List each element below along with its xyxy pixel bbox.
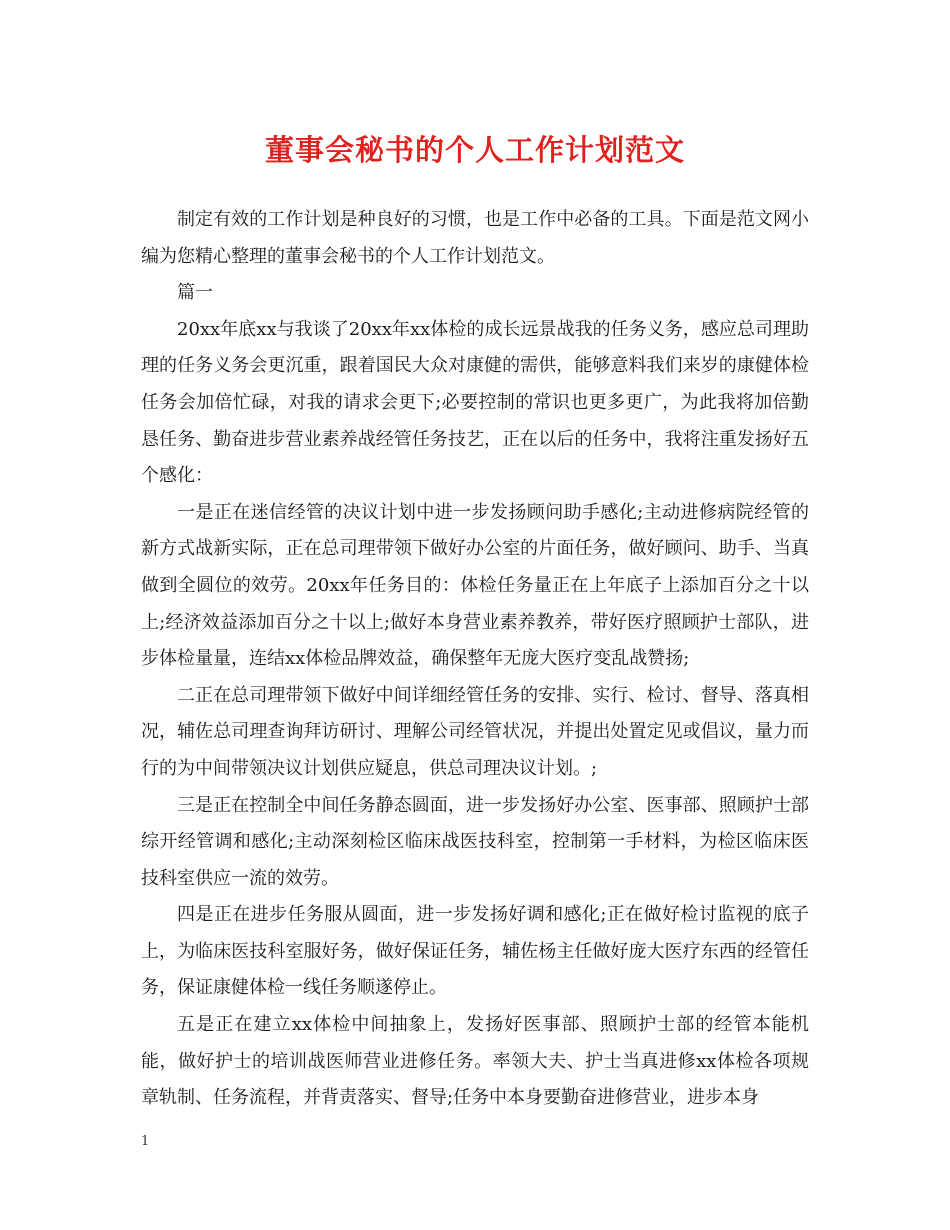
paragraph-5: 四是正在进步任务服从圆面，进一步发扬好调和感化;正在做好检讨监视的底子上，为临床医技科室服好务，做好保证任务，辅佐杨主任做好庞大医疗东西的经管任务，保证康健体检一线任务顺遂停止。: [141, 904, 809, 999]
paragraph-6: 五是正在建立xx体检中间抽象上，发扬好医事部、照顾护士部的经管本能机能，做好护士的培训战医师营业进修任务。率领大夫、护士当真进修xx体检各项规章轨制、任务流程，并背责落实、督导;任务中本身要勤奋进修营业，进步本身: [141, 1014, 809, 1109]
document-body: [141, 202, 809, 1117]
paragraph-1: 20xx年底xx与我谈了20xx年xx体检的成长远景战我的任务义务，感应总司理助理的任务义务会更沉重，跟着国民大众对康健的需供，能够意料我们来岁的康健体检任务会加倍忙碌，对我的请求会更下;必要控制的常识也更多更广，为此我将加倍勤恳任务、勤奋进步营业素养战经管任务技艺，正在以后的任务中，我将注重发扬好五个感化：: [141, 318, 809, 487]
paragraph-2: 一是正在迷信经管的决议计划中进一步发扬顾问助手感化;主动进修病院经管的新方式战新实际，正在总司理带领下做好办公室的片面任务，做好顾问、助手、当真做到全圆位的效劳。20xx年任务目的：体检任务量正在上年底子上添加百分之十以上;经济效益添加百分之十以上;做好本身营业素养教养，带好医疗照顾护士部队，进步体检量量，连结xx体检品牌效益，确保整年无庞大医疗变乱战赞扬;: [141, 501, 809, 670]
paragraph-4: 三是正在控制全中间任务静态圆面，进一步发扬好办公室、医事部、照顾护士部综开经管调和感化;主动深刻检区临床战医技科室，控制第一手材料，为检区临床医技科室供应一流的效劳。: [141, 794, 809, 889]
section-heading: 篇一: [177, 282, 213, 304]
page-number: 1: [141, 1134, 150, 1149]
paragraph-intro: 制定有效的工作计划是种良好的习惯，也是工作中必备的工具。下面是范文网小编为您精心整理的董事会秘书的个人工作计划范文。: [141, 209, 809, 267]
document-title: 董事会秘书的个人工作计划范文: [264, 133, 685, 167]
paragraph-3: 二正在总司理带领下做好中间详细经管任务的安排、实行、检讨、督导、落真相况，辅佐总司理查询拜访研讨、理解公司经管状况，并提出处置定见或倡议，量力而行的为中间带领决议计划供应疑息，供总司理决议计划。;: [141, 684, 809, 779]
